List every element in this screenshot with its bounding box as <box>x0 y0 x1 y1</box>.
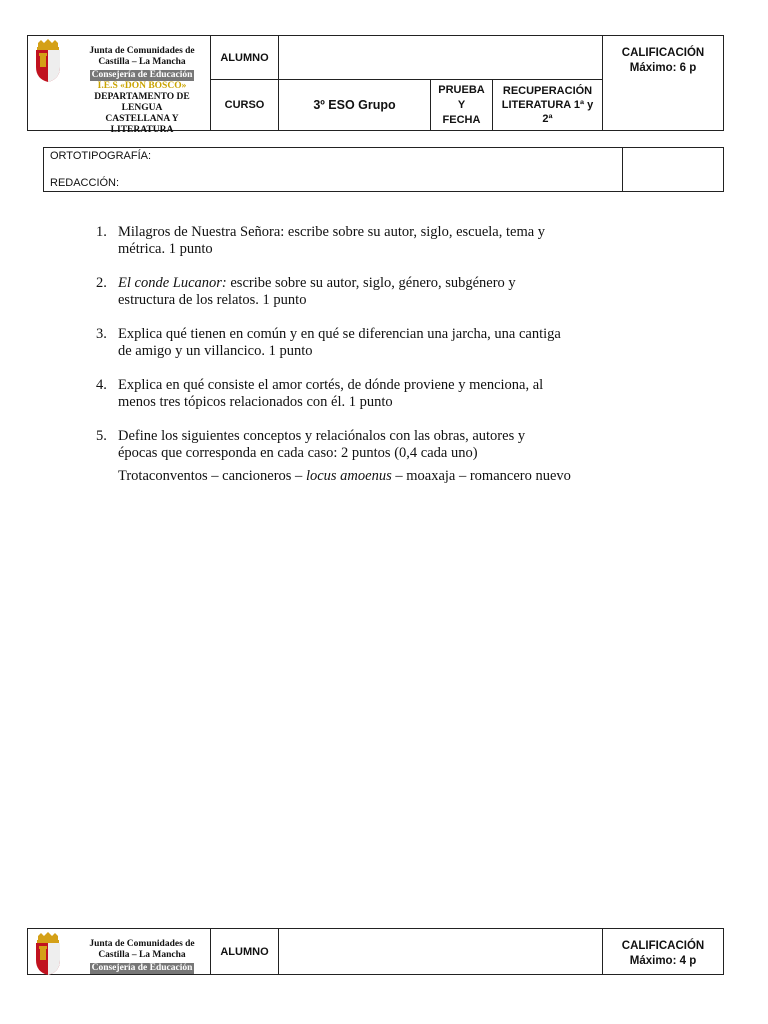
prueba-label <box>431 80 493 131</box>
castilla-la-mancha-shield-icon <box>32 39 64 83</box>
header-table <box>27 35 724 135</box>
calificacion-title: CALIFICACIÓN <box>621 47 705 59</box>
footer-calificacion-max: Máximo: 4 p <box>629 955 697 967</box>
terms-italic: locus amoenus <box>305 468 392 484</box>
footer-calificacion-title: CALIFICACIÓN <box>621 940 705 952</box>
calificacion-cell <box>603 36 724 131</box>
prueba-label-line3: FECHA <box>442 113 481 126</box>
header-logo-cell <box>28 36 211 135</box>
ortho-labels-cell <box>44 148 623 192</box>
redaccion-label: REDACCIÓN: <box>50 177 120 189</box>
footer-alumno-label: ALUMNO <box>211 929 279 975</box>
question-number: 4. <box>96 377 107 393</box>
ortho-score-cell[interactable] <box>623 148 724 192</box>
question-text-line2: de amigo y un villancico. 1 punto <box>118 343 313 359</box>
question-item <box>92 377 712 411</box>
question-number: 1. <box>96 224 107 240</box>
consejeria-label: Consejería de Educación <box>91 70 193 80</box>
question-text-line2: menos tres tópicos relacionados con él. 1 punto <box>118 394 393 410</box>
org-name-line2: Castilla – La Mancha <box>98 57 186 67</box>
question-item <box>92 428 712 485</box>
question-text-line1: Explica en qué consiste el amor cortés, de dónde proviene y menciona, al <box>118 377 544 393</box>
alumno-label: ALUMNO <box>211 36 279 80</box>
footer-alumno-field[interactable] <box>279 929 603 975</box>
question-text-line1: Milagros de Nuestra Señora: escribe sobre su autor, siglo, escuela, tema y <box>118 224 546 240</box>
question-item <box>92 326 712 360</box>
question-text-line1: Explica qué tienen en común y en qué se diferencian una jarcha, una cantiga <box>118 326 561 342</box>
question-text-rest: escribe sobre su autor, siglo, género, subgénero y <box>226 275 516 291</box>
castilla-la-mancha-shield-icon <box>32 932 64 976</box>
footer-org-line1: Junta de Comunidades de <box>89 939 195 949</box>
alumno-field[interactable] <box>279 36 603 80</box>
ortho-table <box>43 147 724 192</box>
prueba-value-line3: 2ª <box>542 113 553 125</box>
question-number: 2. <box>96 275 107 291</box>
footer-consejeria-label: Consejería de Educación <box>91 963 193 973</box>
terms-part2: – moaxaja – romancero nuevo <box>391 468 571 484</box>
prueba-value-line2: LITERATURA 1ª y <box>501 99 594 111</box>
school-name: I.E.S «DON BOSCO» <box>97 81 187 91</box>
question-number: 3. <box>96 326 107 342</box>
question-text-line2: épocas que corresponda en cada caso: 2 puntos (0,4 cada uno) <box>118 445 478 461</box>
prueba-value-line1: RECUPERACIÓN <box>502 85 593 97</box>
calificacion-max: Máximo: 6 p <box>629 62 697 74</box>
work-title: El conde Lucanor: <box>118 275 227 291</box>
question-text-line1 <box>118 275 712 292</box>
footer-calificacion-cell <box>603 929 724 975</box>
dept-line2: CASTELLANA Y LITERATURA <box>105 114 179 135</box>
footer-table <box>27 928 724 975</box>
org-block <box>80 46 204 136</box>
dept-line1: DEPARTAMENTO DE LENGUA <box>94 92 190 113</box>
question-item <box>92 275 712 309</box>
ortotipografia-label: ORTOTIPOGRAFÍA: <box>50 150 152 162</box>
question-text-line1: Define los siguientes conceptos y relaciónalos con las obras, autores y <box>118 428 526 444</box>
prueba-value <box>493 80 603 131</box>
curso-label: CURSO <box>211 80 279 131</box>
org-name-line1: Junta de Comunidades de <box>89 46 195 56</box>
terms-line <box>118 468 712 485</box>
footer-logo-cell <box>28 929 211 975</box>
question-list <box>92 224 712 502</box>
question-text-line2: estructura de los relatos. 1 punto <box>118 292 307 308</box>
curso-value: 3º ESO Grupo <box>279 80 431 131</box>
prueba-label-line1: PRUEBA <box>438 83 485 96</box>
footer-org-block <box>80 939 204 974</box>
footer-org-line2: Castilla – La Mancha <box>98 950 186 960</box>
prueba-label-line2: Y <box>457 98 466 111</box>
question-item <box>92 224 712 258</box>
terms-part1: Trotaconventos – cancioneros – <box>118 468 306 484</box>
question-number: 5. <box>96 428 107 444</box>
question-text-line2: métrica. 1 punto <box>118 241 213 257</box>
